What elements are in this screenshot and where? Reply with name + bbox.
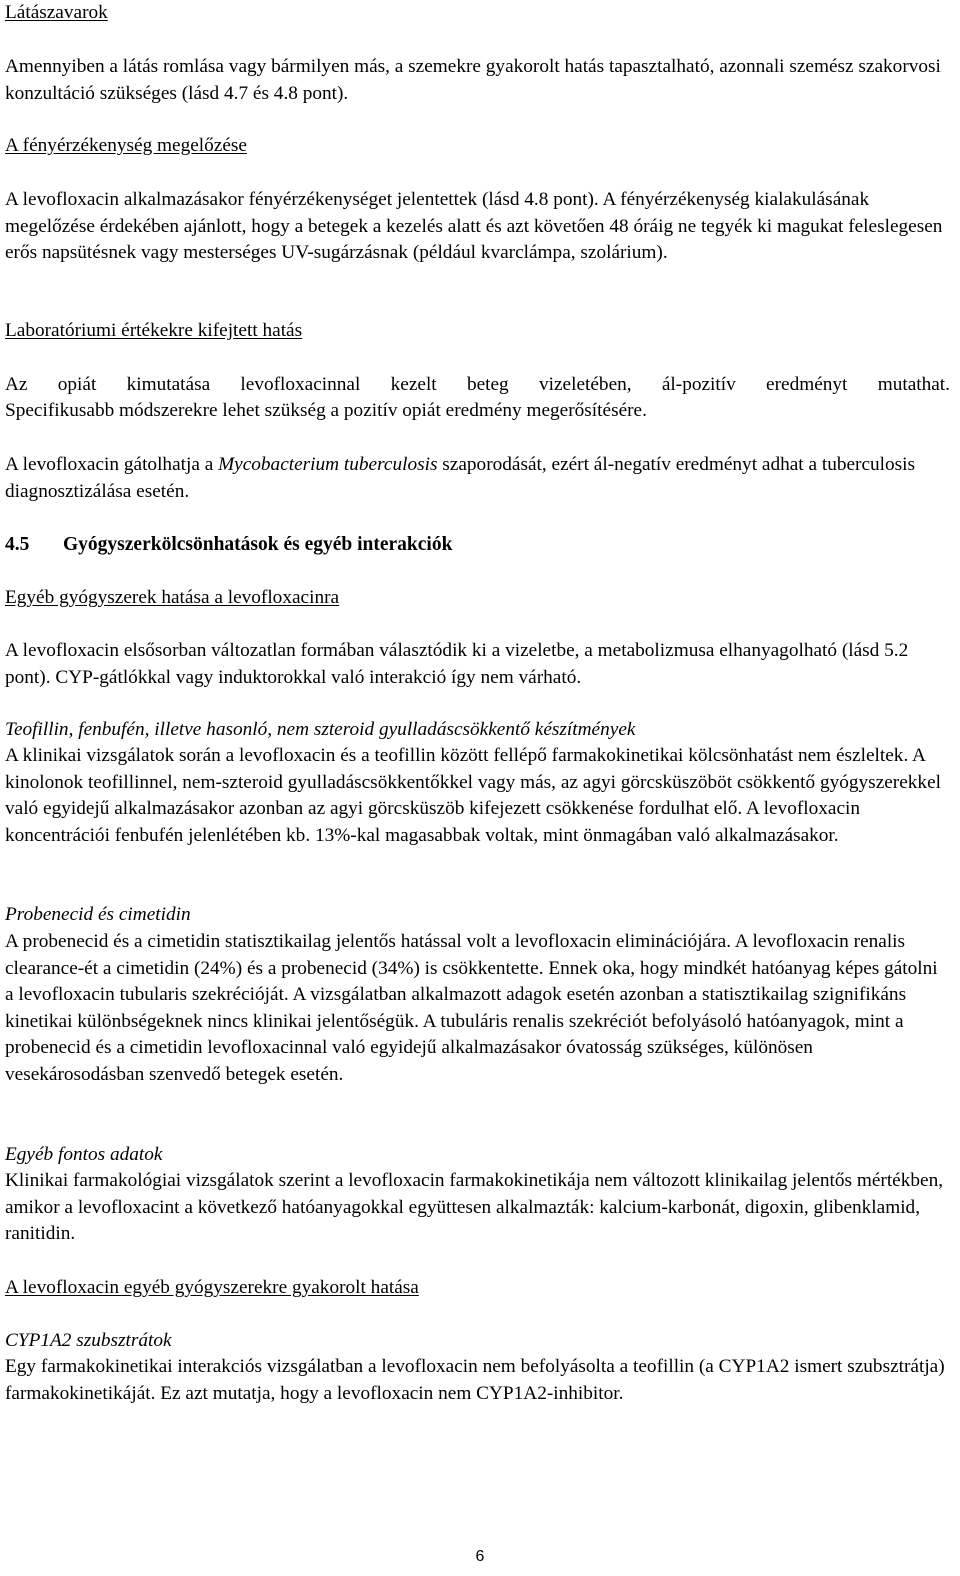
- paragraph-opiat-line1: Az opiát kimutatása levofloxacinnal kezelt beteg vizeletében, ál-pozitív eredményt mutathat.: [5, 374, 950, 395]
- heading-egyeb-gyogyszerek-hatasa: Egyéb gyógyszerek hatása a levofloxacinra: [5, 587, 340, 608]
- subheading-cyp1a2: CYP1A2 szubsztrátok: [5, 1330, 172, 1351]
- subheading-probenecid: Probenecid és cimetidin: [5, 904, 191, 925]
- section-number: 4.5: [5, 534, 30, 555]
- heading-laboratoriumi: Laboratóriumi értékekre kifejtett hatás: [5, 320, 303, 341]
- section-title: Gyógyszerkölcsönhatások és egyéb interakciók: [63, 534, 453, 555]
- text-span: szaporodását, ezért ál-negatív eredményt adhat a tuberculosis diagnosztizálása esetén.: [5, 454, 916, 502]
- text-span: A levofloxacin gátolhatja a: [5, 454, 219, 475]
- subheading-egyeb-fontos-adatok: Egyéb fontos adatok: [5, 1144, 163, 1165]
- heading-fenyerzekenyseg: A fényérzékenység megelőzése: [5, 135, 247, 156]
- paragraph-latasazavarok: Amennyiben a látás romlása vagy bármilyen más, a szemekre gyakorolt hatás tapasztalható, azonnali szemész szakorvosi konzultáció szükséges (lásd 4.7 és 4.8 pont).: [5, 56, 941, 104]
- section-heading-4-5: [5, 532, 950, 559]
- paragraph-egyeb-fontos-adatok: Klinikai farmakológiai vizsgálatok szerint a levofloxacin farmakokinetikája nem változott klinikailag jelentős mértékben, amikor a levofloxacint a következő hatóanyagokkal együttesen alkalmazták: kalcium-karbonát, digoxin, glibenklamid, ranitidin.: [5, 1170, 944, 1244]
- paragraph-fenyerzekenyseg: A levofloxacin alkalmazásakor fényérzékenységet jelentettek (lásd 4.8 pont). A fényérzékenység kialakulásának megelőzése érdekében ajánlott, hogy a betegek a kezelés alatt és azt követően 48 óráig ne tegyék ki magukat feleslegesen erős napsütésnek vagy mesterséges UV-sugárzásnak (például kvarclámpa, szolárium).: [5, 189, 943, 263]
- subheading-teofillin: Teofillin, fenbufén, illetve hasonló, nem szteroid gyulladáscsökkentő készítmények: [5, 719, 636, 740]
- paragraph-teofillin: A klinikai vizsgálatok során a levofloxacin és a teofillin között fellépő farmakokinetikai kölcsönhatást nem észleltek. A kinolonok teofillinnel, nem-szteroid gyulladáscsökkentőkkel vagy más, az agyi görcsküszöböt csökkentő gyógyszerekkel való egyidejű alkalmazásakor azonban az agyi görcsküszöb kifejezett csökkenése fordulhat elő. A levofloxacin koncentrációi fenbufén jelenlétében kb. 13%-kal magasabbak voltak, mint önmagában való alkalmazásakor.: [5, 745, 941, 846]
- heading-levofloxacin-hatasa: A levofloxacin egyéb gyógyszerekre gyakorolt hatása: [5, 1277, 419, 1298]
- italic-species-name: Mycobacterium tuberculosis: [218, 454, 438, 475]
- paragraph-mycobacterium: [5, 452, 950, 505]
- paragraph-opiat-line2: Specifikusabb módszerekre lehet szükség a pozitív opiát eredmény megerősítésére.: [5, 400, 647, 421]
- heading-latasazavarok: Látászavarok: [5, 2, 108, 23]
- paragraph-elsosorban: A levofloxacin elsősorban változatlan formában választódik ki a vizeletbe, a metabolizmusa elhanyagolható (lásd 5.2 pont). CYP-gátlókkal vagy induktorokkal való interakció így nem várható.: [5, 640, 909, 688]
- page-number: 6: [475, 1548, 485, 1565]
- paragraph-probenecid: A probenecid és a cimetidin statisztikailag jelentős hatással volt a levofloxacin eliminációjára. A levofloxacin renalis clearance-ét a cimetidin (24%) és a probenecid (34%) is csökkentette. Ennek oka, hogy mindkét hatóanyag képes gátolni a levofloxacin tubularis szekrécióját. A vizsgálatban alkalmazott adagok esetén azonban a statisztikailag szignifikáns kinetikai különbségeknek nincs klinikai jelentőségük. A tubuláris renalis szekréciót befolyásoló hatóanyagok, mint a probenecid és a cimetidin levofloxacinnal való egyidejű alkalmazásakor óvatosság szükséges, különösen vesekárosodásban szenvedő betegek esetén.: [5, 931, 938, 1085]
- paragraph-cyp1a2: Egy farmakokinetikai interakciós vizsgálatban a levofloxacin nem befolyásolta a teofillin (a CYP1A2 ismert szubsztrátja) farmakokinetikáját. Ez azt mutatja, hogy a levofloxacin nem CYP1A2-inhibitor.: [5, 1356, 945, 1404]
